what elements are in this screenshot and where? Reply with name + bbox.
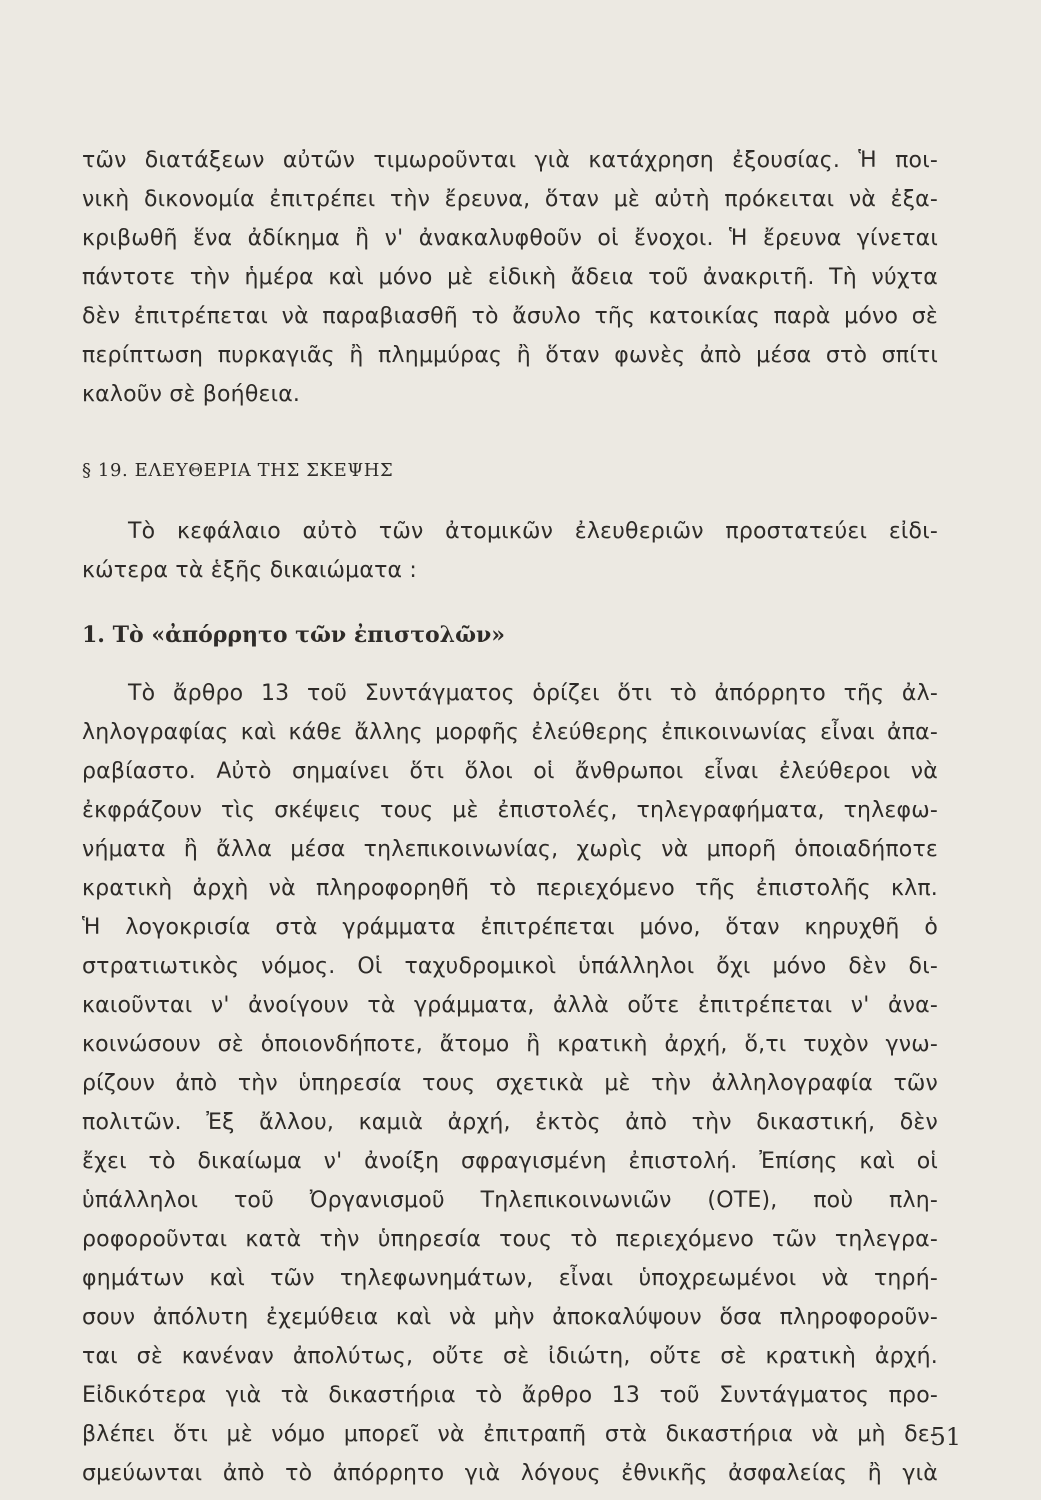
paragraph-3-line: πολιτῶν. Ἐξ ἄλλου, καμιὰ ἀρχή, ἐκτὸς ἀπὸ τὴν δικαστική, δὲν (82, 1110, 938, 1135)
paragraph-2-line: Τὸ κεφάλαιο αὐτὸ τῶν ἀτομικῶν ἐλευθεριῶν προστατεύει εἰδι- (128, 519, 938, 544)
paragraph-3-line: Τὸ ἄρθρο 13 τοῦ Συντάγματος ὁρίζει ὅτι τὸ ἀπόρρητο τῆς ἀλ- (128, 681, 938, 706)
paragraph-3-line: ἐκφράζουν τὶς σκέψεις τους μὲ ἐπιστολές, τηλεγραφήματα, τηλεφω- (82, 798, 938, 823)
paragraph-1-line: δὲν ἐπιτρέπεται νὰ παραβιασθῆ τὸ ἄσυλο τῆς κατοικίας παρὰ μόνο σὲ (82, 304, 938, 329)
paragraph-3-line: ροφοροῦνται κατὰ τὴν ὑπηρεσία τους τὸ περιεχόμενο τῶν τηλεγρα- (82, 1227, 938, 1252)
paragraph-3-line: κρατικὴ ἀρχὴ νὰ πληροφορηθῆ τὸ περιεχόμενο τῆς ἐπιστολῆς κλπ. (82, 876, 938, 901)
paragraph-3-line: βλέπει ὅτι μὲ νόμο μπορεῖ νὰ ἐπιτραπῆ στὰ δικαστήρια νὰ μὴ δε- (82, 1422, 938, 1447)
paragraph-1-line: περίπτωση πυρκαγιᾶς ἢ πλημμύρας ἢ ὅταν φωνὲς ἀπὸ μέσα στὸ σπίτι (82, 343, 938, 368)
paragraph-3-line: ραβίαστο. Αὐτὸ σημαίνει ὅτι ὅλοι οἱ ἄνθρωποι εἶναι ἐλεύθεροι νὰ (82, 759, 938, 784)
paragraph-3-line: ἔχει τὸ δικαίωμα ν' ἀνοίξη σφραγισμένη ἐπιστολή. Ἐπίσης καὶ οἱ (82, 1149, 938, 1174)
paragraph-3-line: σουν ἀπόλυτη ἐχεμύθεια καὶ νὰ μὴν ἀποκαλύψουν ὅσα πληροφοροῦν- (82, 1305, 938, 1330)
paragraph-1-line: πάντοτε τὴν ἡμέρα καὶ μόνο μὲ εἰδικὴ ἄδεια τοῦ ἀνακριτῆ. Τὴ νύχτα (82, 265, 938, 290)
paragraph-1-line: κριβωθῆ ἕνα ἀδίκημα ἢ ν' ἀνακαλυφθοῦν οἱ ἔνοχοι. Ἡ ἔρευνα γίνεται (82, 226, 938, 251)
section-heading: § 19. ΕΛΕΥΘΕΡΙΑ ΤΗΣ ΣΚΕΨΗΣ (82, 460, 394, 481)
paragraph-3-line: ται σὲ κανέναν ἀπολύτως, οὔτε σὲ ἰδιώτη, οὔτε σὲ κρατικὴ ἀρχή. (82, 1344, 938, 1369)
paragraph-3-line: ληλογραφίας καὶ κάθε ἄλλης μορφῆς ἐλεύθερης ἐπικοινωνίας εἶναι ἀπα- (82, 720, 938, 745)
paragraph-3-line: νήματα ἢ ἄλλα μέσα τηλεπικοινωνίας, χωρὶς νὰ μπορῆ ὁποιαδήποτε (82, 837, 938, 862)
paragraph-1-line: νικὴ δικονομία ἐπιτρέπει τὴν ἔρευνα, ὅταν μὲ αὐτὴ πρόκειται νὰ ἐξα- (82, 187, 938, 212)
paragraph-3-line: καιοῦνται ν' ἀνοίγουν τὰ γράμματα, ἀλλὰ οὔτε ἐπιτρέπεται ν' ἀνα- (82, 993, 938, 1018)
paragraph-1-line: τῶν διατάξεων αὐτῶν τιμωροῦνται γιὰ κατάχρηση ἐξουσίας. Ἡ ποι- (82, 148, 938, 173)
paragraph-3-line: σμεύωνται ἀπὸ τὸ ἀπόρρητο γιὰ λόγους ἐθνικῆς ἀσφαλείας ἢ γιὰ (82, 1461, 938, 1486)
paragraph-3-line: ὑπάλληλοι τοῦ Ὀργανισμοῦ Τηλεπικοινωνιῶν (ΟΤΕ), ποὺ πλη- (82, 1188, 938, 1213)
paragraph-3-line: ρίζουν ἀπὸ τὴν ὑπηρεσία τους σχετικὰ μὲ τὴν ἀλληλογραφία τῶν (82, 1071, 938, 1096)
page-number: 51 (930, 1423, 961, 1451)
paragraph-2-line: κώτερα τὰ ἑξῆς δικαιώματα : (82, 558, 418, 583)
paragraph-3-line: Εἰδικότερα γιὰ τὰ δικαστήρια τὸ ἄρθρο 13 τοῦ Συντάγματος προ- (82, 1383, 938, 1408)
paragraph-3-line: φημάτων καὶ τῶν τηλεφωνημάτων, εἶναι ὑποχρεωμένοι νὰ τηρή- (82, 1266, 938, 1291)
paragraph-3-line: κοινώσουν σὲ ὁποιονδήποτε, ἄτομο ἢ κρατικὴ ἀρχή, ὅ,τι τυχὸν γνω- (82, 1032, 938, 1057)
paragraph-3-line: Ἡ λογοκρισία στὰ γράμματα ἐπιτρέπεται μόνο, ὅταν κηρυχθῆ ὁ (82, 915, 938, 940)
subheading: 1. Τὸ «ἀπόρρητο τῶν ἐπιστολῶν» (82, 622, 506, 648)
paragraph-3-line: στρατιωτικὸς νόμος. Οἱ ταχυδρομικοὶ ὑπάλληλοι ὄχι μόνο δὲν δι- (82, 954, 938, 979)
paragraph-1-line: καλοῦν σὲ βοήθεια. (82, 382, 301, 407)
